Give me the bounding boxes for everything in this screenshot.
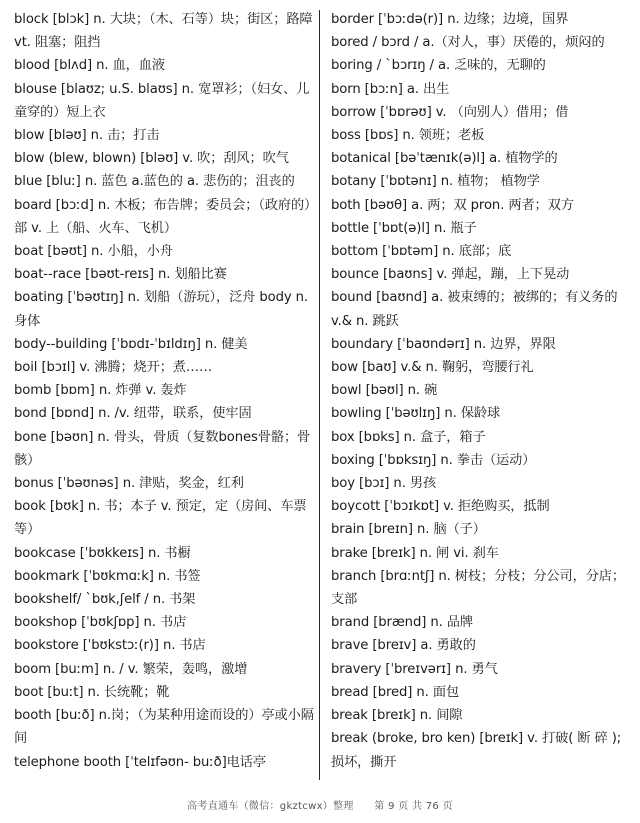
word-entry: blow (blew, blown) [bləʊ] v. 吹；刮风；吹气 [14, 151, 289, 167]
word-entry: boundary [ˈbaʊndərɪ] n. 边界，界限 [331, 336, 556, 352]
word-entry: bottom [ˈbɒtəm] n. 底部；底 [331, 244, 512, 260]
word-entry: bone [bəʊn] n. 骨头，骨质（复数bones骨骼；骨骸） [14, 429, 311, 468]
word-entry: boating [ˈbəʊtɪŋ] n. 划船（游玩），泛舟 body n. 身体 [14, 290, 309, 329]
word-entry: block [blɔk] n. 大块；（木、石等）块；街区；路障 vt. 阻塞；阻挡 [14, 12, 313, 51]
column-divider [319, 10, 320, 780]
word-entry: telephone booth [ˈtelɪfəʊn- buːð]电话亭 [14, 754, 266, 770]
word-entry: bounce [baʊns] v. 弹起，蹦，上下晃动 [331, 267, 570, 283]
word-entry: brain [breɪn] n. 脑（子） [331, 522, 486, 538]
word-entry: boy [bɔɪ] n. 男孩 [331, 476, 437, 492]
word-entry: bottle [ˈbɒt(ə)l] n. 瓶子 [331, 220, 477, 236]
word-entry: boycott [ˈbɔɪkɒt] v. 拒绝购买，抵制 [331, 499, 550, 515]
word-entry: bookshelf/ `bʊk,ʃelf / n. 书架 [14, 592, 196, 608]
word-entry: bookstore [ˈbʊkstɔː(r)] n. 书店 [14, 638, 206, 654]
word-entry: brand [brænd] n. 品牌 [331, 615, 473, 631]
word-entry: blow [bləʊ] n. 击；打击 [14, 128, 160, 144]
word-entry: bond [bɒnd] n. /v. 纽带，联系，使牢固 [14, 406, 252, 422]
word-entry: born [bɔːn] a. 出生 [331, 81, 450, 97]
word-entry: boss [bɒs] n. 领班；老板 [331, 128, 485, 144]
word-entry: branch [brɑːntʃ] n. 树枝；分枝；分公司，分店；支部 [331, 568, 625, 608]
right-column [331, 8, 631, 774]
word-entry: bonus [ˈbəʊnəs] n. 津贴，奖金，红利 [14, 476, 244, 492]
word-entry: bored / bɔrd / a.（对人，事）厌倦的，烦闷的 [331, 35, 605, 51]
word-entry: boxing [ˈbɒksɪŋ] n. 拳击（运动） [331, 452, 536, 468]
word-entry: boot [buːt] n. 长统靴；靴 [14, 684, 170, 700]
word-entry: break [breɪk] n. 间隙 [331, 708, 463, 724]
word-entry: botanical [bəˈtænɪk(ə)l] a. 植物学的 [331, 151, 558, 167]
word-entry: boom [buːm] n. / v. 繁荣，轰鸣，激增 [14, 661, 248, 677]
word-entry: bookmark [ˈbʊkmɑːk] n. 书签 [14, 568, 201, 584]
word-entry: blood [blʌd] n. 血，血液 [14, 58, 165, 74]
word-entry: bowl [bəʊl] n. 碗 [331, 383, 438, 399]
word-entry: blue [bluː] n. 蓝色 a.蓝色的 a. 悲伤的；沮丧的 [14, 174, 295, 190]
word-entry: bound [baʊnd] a. 被束缚的；被绑的；有义务的 v.& n. 跳跃 [331, 290, 618, 329]
word-entry: break (broke, bro ken) [breɪk] v. 打破( 断 碎 ); 损坏，撕开 [331, 731, 622, 770]
word-entry: botany [ˈbɒtənɪ] n. 植物； 植物学 [331, 174, 540, 190]
word-entry: border [ˈbɔːdə(r)] n. 边缘；边境，国界 [331, 12, 569, 27]
word-entry: book [bʊk] n. 书；本子 v. 预定，定（房间、车票等） [14, 499, 307, 538]
word-entry: boil [bɔɪl] v. 沸腾；烧开；煮…… [14, 360, 213, 376]
word-entry: boat [bəʊt] n. 小船，小舟 [14, 244, 173, 260]
word-entry: bravery [ˈbreɪvərɪ] n. 勇气 [331, 661, 498, 677]
word-entry: blouse [blaʊz; u.S. blaʊs] n. 宽罩衫；（妇女、儿童穿的）短上衣 [14, 81, 310, 120]
word-entry: boat--race [bəʊt-reɪs] n. 划船比赛 [14, 267, 227, 283]
page-footer: 高考直通车（微信：gkztcwx）整理 第 9 页 共 76 页 [187, 801, 453, 812]
word-entry: box [bɒks] n. 盒子，箱子 [331, 429, 486, 445]
word-entry: booth [buːð] n.岗；（为某种用途而设的）亭或小隔间 [14, 708, 314, 747]
word-entry: bread [bred] n. 面包 [331, 684, 460, 700]
word-entry: brake [breɪk] n. 闸 vi. 刹车 [331, 545, 499, 561]
word-entry: brave [breɪv] a. 勇敢的 [331, 638, 476, 654]
word-entry: bomb [bɒm] n. 炸弹 v. 轰炸 [14, 383, 187, 399]
word-entry: bookcase [ˈbʊkkeɪs] n. 书橱 [14, 545, 191, 561]
word-entry: board [bɔːd] n. 木板；布告牌；委员会；（政府的）部 v. 上（船、火车、飞机） [14, 197, 311, 236]
word-entry: bow [baʊ] v.& n. 鞠躬，弯腰行礼 [331, 360, 534, 376]
word-entry: borrow [ˈbɒrəʊ] v. （向别人）借用；借 [331, 104, 569, 120]
word-entry: body--building [ˈbɒdɪ-ˈbɪldɪŋ] n. 健美 [14, 336, 248, 352]
word-entry: bowling [ˈbəʊlɪŋ] n. 保龄球 [331, 406, 501, 422]
word-entry: both [bəʊθ] a. 两；双 pron. 两者；双方 [331, 197, 574, 213]
left-column [14, 8, 314, 774]
word-entry: boring / `bɔrɪŋ / a. 乏味的，无聊的 [331, 58, 546, 74]
word-entry: bookshop [ˈbʊkʃɒp] n. 书店 [14, 615, 187, 631]
